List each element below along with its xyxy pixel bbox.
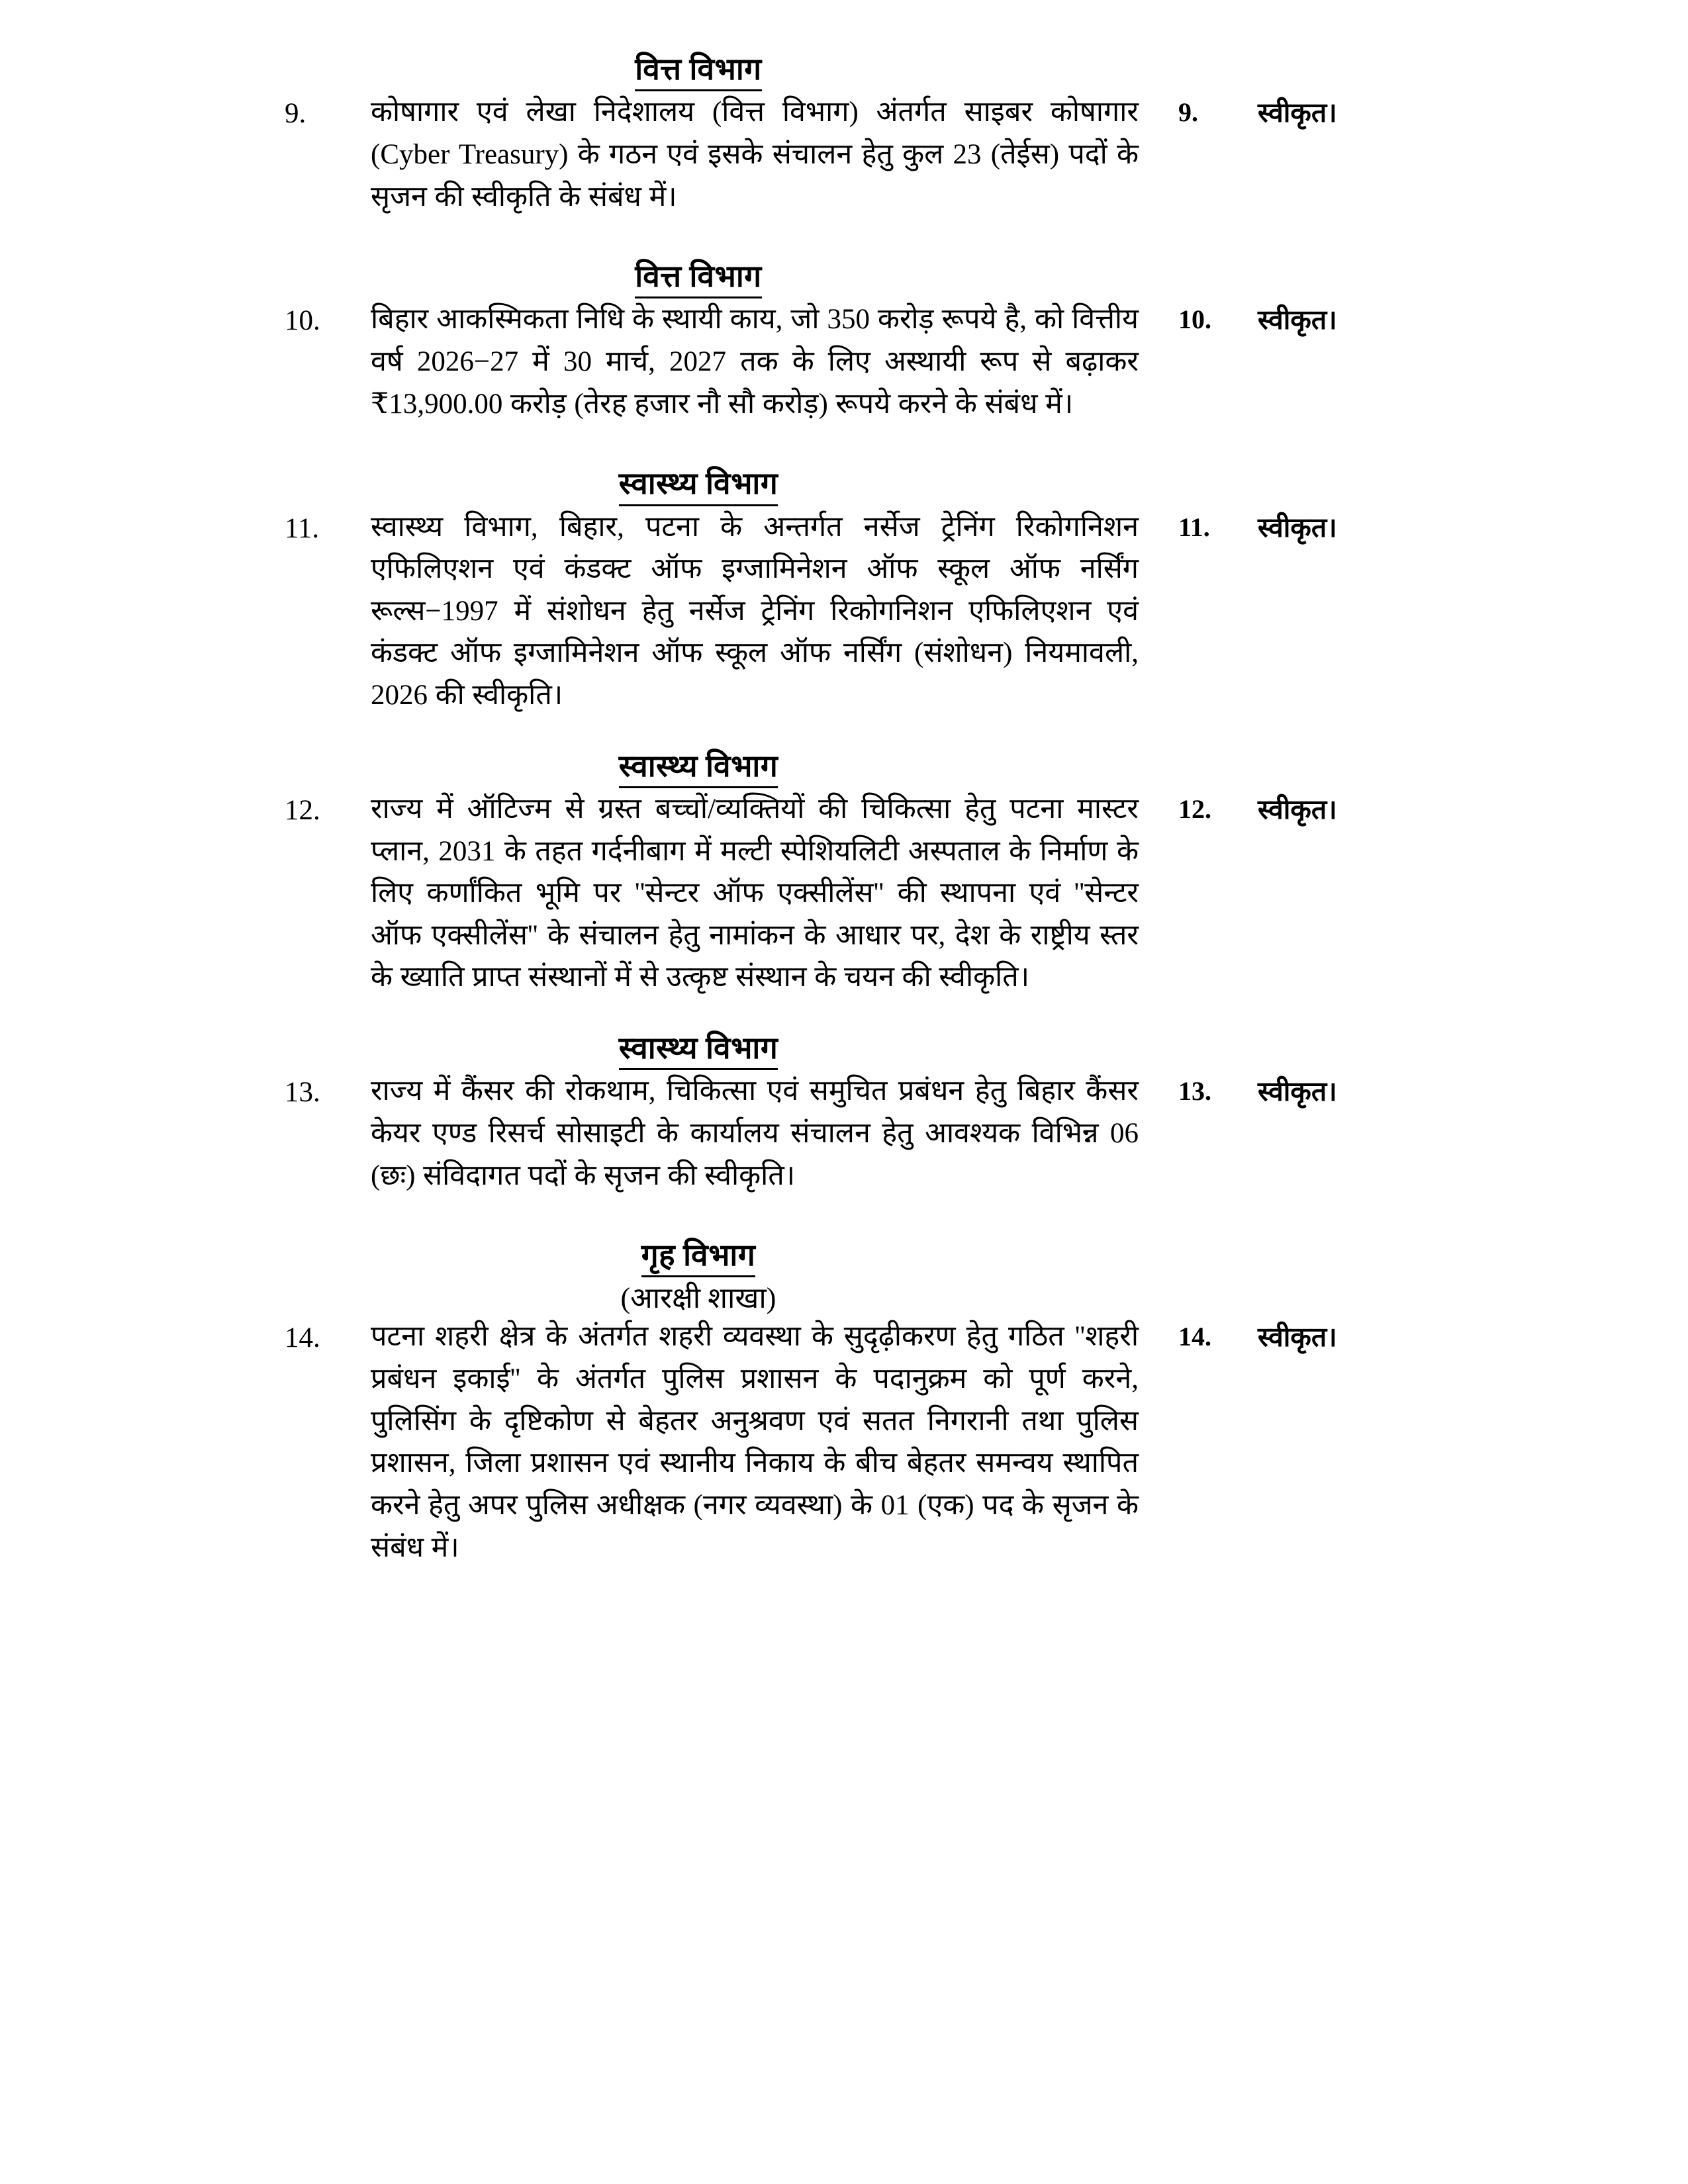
item-body-text: बिहार आकस्मिकता निधि के स्थायी काय, जो 350 करोड़ रूपये है, को वित्तीय वर्ष 2026−27 में 30 मार्च, 2027 तक के लिए अस्थायी रूप से बढ़ाकर ₹13,900.00 करोड़ (तेरह हजार नौ सौ करोड़) रूपये करने के संबंध में। xyxy=(371,304,1139,420)
item-number: 14. xyxy=(285,1322,320,1354)
entry-spacer xyxy=(0,218,1688,259)
department-name: गृह विभाग xyxy=(641,1238,755,1277)
entry-spacer xyxy=(0,425,1688,466)
status-badge: स्वीकृत। xyxy=(1258,512,1337,543)
department-header xyxy=(271,466,1125,506)
entry-spacer xyxy=(0,1197,1688,1238)
item-number: 11. xyxy=(285,512,320,544)
item-body-text: राज्य में ऑटिज्म से ग्रस्त बच्चों/व्यक्तियों की चिकित्सा हेतु पटना मास्टर प्लान, 2031 के तहत गर्दनीबाग में मल्टी स्पेशियलिटी अस्पताल के निर्माण के लिए कर्णांकित भूमि पर ''सेन्टर ऑफ एक्सीलेंस'' की स्थापना एवं ''सेन्टर ऑफ एक्सीलेंस'' के संचालन हेतु नामांकन के आधार पर, देश के राष्ट्रीय स्तर के ख्याति प्राप्त संस्थानों में से उत्कृष्ट संस्थान के चयन की स्वीकृति। xyxy=(371,793,1139,993)
status-cell xyxy=(1178,788,1456,830)
agenda-row xyxy=(0,506,1688,717)
item-body-text: कोषागार एवं लेखा निदेशालय (वित्त विभाग) अंतर्गत साइबर कोषागार (Cyber Treasury) के गठन एवं इसके संचालन हेतु कुल 23 (तेईस) पदों के सृजन की स्वीकृति के संबंध में। xyxy=(371,97,1139,212)
entry-spacer xyxy=(0,999,1688,1030)
department-name: स्वास्थ्य विभाग xyxy=(619,749,778,788)
department-name: स्वास्थ्य विभाग xyxy=(619,466,778,506)
agenda-entry xyxy=(0,259,1688,425)
status-item-number: 9. xyxy=(1178,97,1198,128)
status-badge: स्वीकृत। xyxy=(1258,97,1337,128)
status-cell xyxy=(1178,298,1456,340)
item-number: 9. xyxy=(285,98,306,130)
agenda-entry xyxy=(0,1030,1688,1197)
agenda-row xyxy=(0,1316,1688,1569)
item-number: 12. xyxy=(285,794,320,826)
agenda-entry xyxy=(0,466,1688,716)
status-cell xyxy=(1178,91,1456,133)
status-badge: स्वीकृत। xyxy=(1258,1076,1337,1107)
status-item-number: 12. xyxy=(1178,794,1211,824)
item-body-text: स्वास्थ्य विभाग, बिहार, पटना के अन्तर्गत नर्सेज ट्रेनिंग रिकोगनिशन एफिलिएशन एवं कंडक्ट ऑफ इग्जामिनेशन ऑफ स्कूल ऑफ नर्सिंग रूल्स−1997 में संशोधन हेतु नर्सेज ट्रेनिंग रिकोगनिशन एफिलिएशन एवं कंडक्ट ऑफ इग्जामिनेशन ऑफ स्कूल ऑफ नर्सिंग (संशोधन) नियमावली, 2026 की स्वीकृति। xyxy=(371,511,1139,711)
department-header xyxy=(271,1238,1125,1316)
department-name: स्वास्थ्य विभाग xyxy=(619,1030,778,1070)
status-badge: स्वीकृत। xyxy=(1258,794,1337,825)
department-name: वित्त विभाग xyxy=(635,52,761,91)
agenda-row xyxy=(0,1070,1688,1197)
status-badge: स्वीकृत। xyxy=(1258,1322,1337,1353)
agenda-entry xyxy=(0,1238,1688,1569)
status-item-number: 13. xyxy=(1178,1076,1211,1107)
status-cell xyxy=(1178,1070,1456,1112)
department-header xyxy=(271,1030,1125,1070)
agenda-entry xyxy=(0,52,1688,218)
department-name: वित्त विभाग xyxy=(635,259,761,298)
agenda-row xyxy=(0,91,1688,218)
status-badge: स्वीकृत। xyxy=(1258,304,1337,336)
status-item-number: 11. xyxy=(1178,512,1210,542)
agenda-row xyxy=(0,298,1688,425)
department-header xyxy=(271,749,1125,788)
item-body-text: राज्य में कैंसर की रोकथाम, चिकित्सा एवं समुचित प्रबंधन हेतु बिहार कैंसर केयर एण्ड रिसर्च सोसाइटी के कार्यालय संचालन हेतु आवश्यक विभिन्न 06 (छः) संविदागत पदों के सृजन की स्वीकृति। xyxy=(371,1075,1139,1191)
item-number: 10. xyxy=(285,305,320,337)
agenda-entry xyxy=(0,749,1688,999)
entry-spacer xyxy=(0,717,1688,749)
department-header xyxy=(271,52,1125,91)
department-subheader: (आरक्षी शाखा) xyxy=(620,1282,776,1315)
item-body-text: पटना शहरी क्षेत्र के अंतर्गत शहरी व्यवस्था के सुदृढ़ीकरण हेतु गठित ''शहरी प्रबंधन इकाई'' के अंतर्गत पुलिस प्रशासन के पदानुक्रम को पूर्ण करने, पुलिसिंग के दृष्टिकोण से बेहतर अनुश्रवण एवं सतत निगरानी तथा पुलिस प्रशासन, जिला प्रशासन एवं स्थानीय निकाय के बीच बेहतर समन्वय स्थापित करने हेतु अपर पुलिस अधीक्षक (नगर व्यवस्था) के 01 (एक) पद के सृजन के संबंध में। xyxy=(371,1321,1139,1563)
status-cell xyxy=(1178,506,1456,548)
status-item-number: 14. xyxy=(1178,1322,1211,1352)
item-number: 13. xyxy=(285,1077,320,1109)
agenda-row xyxy=(0,788,1688,999)
status-cell xyxy=(1178,1316,1456,1357)
status-item-number: 10. xyxy=(1178,304,1211,335)
department-header xyxy=(271,259,1125,298)
